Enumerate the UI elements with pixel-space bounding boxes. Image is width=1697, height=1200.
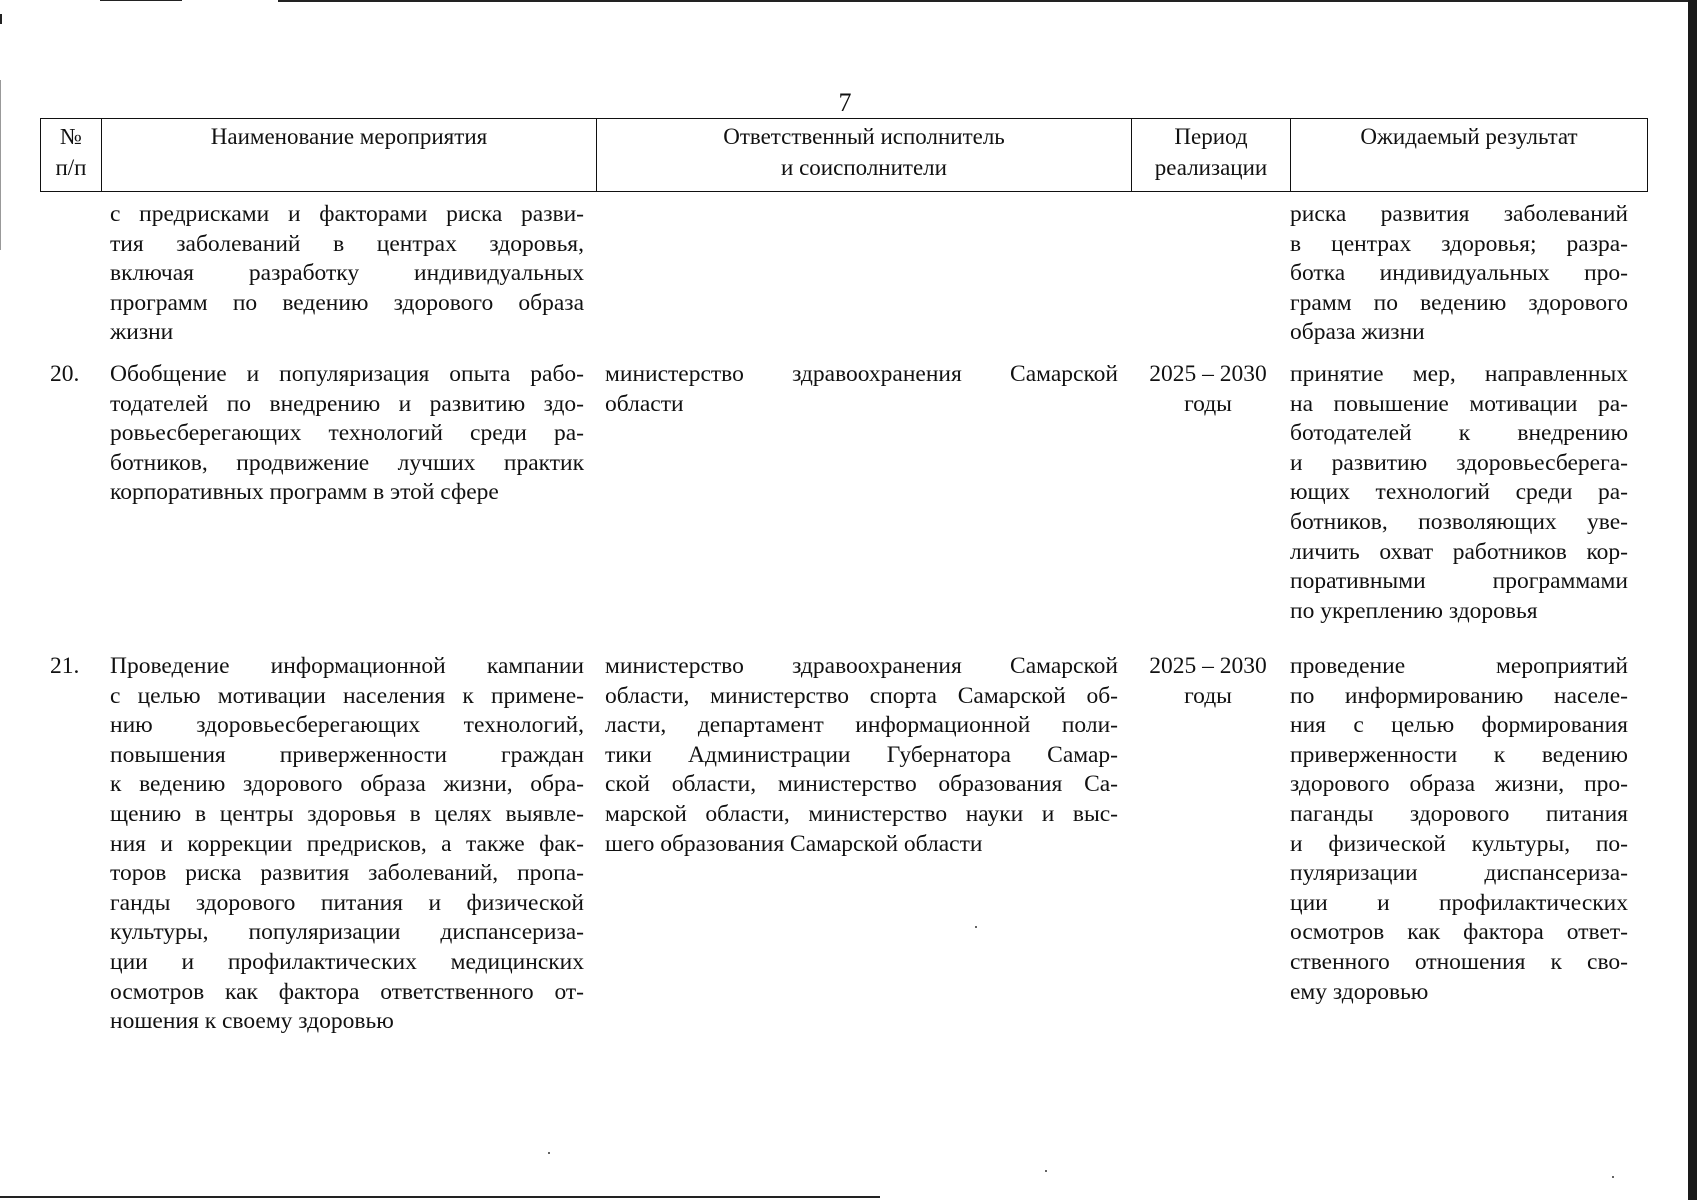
expected-result-cell — [1290, 360, 1628, 626]
scan-top-rule-left — [100, 0, 182, 1]
expected-result-cell — [1290, 652, 1628, 1007]
event-name-line: повышения приверженности граждан — [110, 741, 584, 768]
event-name-line: тия заболеваний в центрах здоровья, — [110, 230, 584, 257]
event-name-cell — [110, 652, 584, 1037]
event-name-line: ботников, продвижение лучших практик — [110, 449, 584, 476]
implementation-period-cell — [1138, 360, 1278, 419]
header-period-line: Период — [1174, 124, 1248, 149]
event-name-line: осмотров как фактора ответственного от- — [110, 978, 584, 1005]
table-header — [40, 118, 1648, 192]
event-name-line: жизни — [110, 319, 174, 346]
expected-result-line: образа жизни — [1290, 319, 1425, 346]
header-period — [1132, 119, 1291, 192]
expected-result-line: на повышение мотивации ра- — [1290, 390, 1628, 417]
scan-top-rule-right — [278, 0, 1697, 2]
responsible-executor-line: области — [605, 390, 684, 417]
expected-result-line: поративными программами — [1290, 568, 1628, 595]
responsible-executor-line: шего образования Самарской области — [605, 830, 983, 857]
expected-result-line: и физической культуры, по- — [1290, 830, 1628, 857]
responsible-executor-line: министерство здравоохранения Самарской — [605, 361, 1118, 387]
responsible-executor-cell — [605, 652, 1118, 859]
event-name-line: тодателей по внедрению и развитию здо- — [110, 390, 584, 417]
scan-speck — [1612, 1176, 1614, 1178]
responsible-executor-line: области, министерство спорта Самарской об- — [605, 682, 1118, 709]
responsible-executor-line: марской области, министерство науки и выс- — [605, 800, 1118, 827]
expected-result-line: ственного отношения к сво- — [1290, 948, 1628, 975]
event-name-line: ношения к своему здоровью — [110, 1008, 394, 1035]
header-responsible-line: и соисполнители — [781, 155, 947, 180]
header-num-line: п/п — [55, 155, 87, 180]
expected-result-line: ющих технологий среди ра- — [1290, 479, 1628, 506]
event-name-line: Проведение информационной кампании — [110, 653, 584, 679]
expected-result-line: паганды здорового питания — [1290, 800, 1628, 827]
event-name-line: ции и профилактических медицинских — [110, 948, 584, 975]
expected-result-line: и развитию здоровьесберега- — [1290, 449, 1628, 476]
scan-right-edge — [1688, 0, 1697, 1200]
header-period-line: реализации — [1154, 155, 1268, 180]
scan-left-mark — [0, 14, 2, 24]
expected-result-line: грамм по ведению здорового — [1290, 289, 1628, 316]
expected-result-line: принятие мер, направленных — [1290, 361, 1628, 387]
event-name-line: корпоративных программ в этой сфере — [110, 479, 499, 506]
expected-result-line: здорового образа жизни, про- — [1290, 771, 1628, 798]
event-name-cell — [110, 360, 584, 508]
expected-result-line: ния с целью формирования — [1290, 712, 1628, 739]
implementation-period-line: годы — [1184, 682, 1232, 709]
row-number-cell — [50, 652, 92, 682]
event-name-line: торов риска развития заболеваний, пропа- — [110, 860, 584, 887]
event-name-cell — [110, 200, 584, 348]
expected-result-line: по укреплению здоровья — [1290, 597, 1538, 624]
scan-bottom-rule — [0, 1196, 880, 1198]
expected-result-line: ции и профилактических — [1290, 889, 1628, 916]
event-name-line: щению в центры здоровья в целях выявле- — [110, 800, 584, 827]
event-name-line: ганды здорового питания и физической — [110, 889, 584, 916]
expected-result-line: пуляризации диспансериза- — [1290, 860, 1628, 887]
header-num — [41, 119, 102, 192]
row-number-line: 20. — [50, 361, 80, 387]
expected-result-line: ботодателей к внедрению — [1290, 420, 1628, 447]
expected-result-cell — [1290, 200, 1628, 348]
expected-result-line: риска развития заболеваний — [1290, 201, 1628, 227]
expected-result-line: приверженности к ведению — [1290, 741, 1628, 768]
event-name-line: к ведению здорового образа жизни, обра- — [110, 771, 584, 798]
scan-speck — [548, 1152, 550, 1154]
expected-result-line: ботка индивидуальных про- — [1290, 260, 1628, 287]
header-responsible — [597, 119, 1132, 192]
responsible-executor-line: ской области, министерство образования Са- — [605, 771, 1118, 798]
header-name: Наименование мероприятия — [102, 119, 597, 192]
scan-speck — [975, 926, 977, 928]
implementation-period-line: годы — [1184, 390, 1232, 417]
event-name-line: с целью мотивации населения к примене- — [110, 682, 584, 709]
responsible-executor-line: тики Администрации Губернатора Самар- — [605, 741, 1118, 768]
row-number-cell — [50, 360, 92, 390]
header-num-line: № — [60, 124, 82, 149]
expected-result-line: по информированию населе- — [1290, 682, 1628, 709]
event-name-line: программ по ведению здорового образа — [110, 289, 584, 316]
implementation-period-line: 2025 – 2030 — [1149, 361, 1267, 387]
event-name-line: нию здоровьесберегающих технологий, — [110, 712, 584, 739]
header-result: Ожидаемый результат — [1291, 119, 1648, 192]
expected-result-line: проведение мероприятий — [1290, 653, 1628, 679]
event-name-line: включая разработку индивидуальных — [110, 260, 584, 287]
implementation-period-cell — [1138, 652, 1278, 711]
expected-result-line: личить охват работников кор- — [1290, 538, 1628, 565]
event-name-line: с предрисками и факторами риска разви- — [110, 201, 584, 227]
scan-left-edge — [0, 80, 1, 250]
page-number: 7 — [838, 88, 852, 117]
implementation-period-line: 2025 – 2030 — [1149, 653, 1267, 679]
expected-result-line: ботников, позволяющих уве- — [1290, 508, 1628, 535]
responsible-executor-line: министерство здравоохранения Самарской — [605, 653, 1118, 679]
responsible-executor-cell — [605, 360, 1118, 419]
expected-result-line: осмотров как фактора ответ- — [1290, 919, 1628, 946]
event-name-line: культуры, популяризации диспансериза- — [110, 919, 584, 946]
event-name-line: Обобщение и популяризация опыта рабо- — [110, 361, 584, 387]
row-number-line: 21. — [50, 653, 80, 679]
scan-speck — [1045, 1170, 1047, 1172]
event-name-line: ровьесберегающих технологий среди ра- — [110, 420, 584, 447]
responsible-executor-line: ласти, департамент информационной поли- — [605, 712, 1118, 739]
expected-result-line: ему здоровью — [1290, 978, 1429, 1005]
header-responsible-line: Ответственный исполнитель — [723, 124, 1005, 149]
event-name-line: ния и коррекции предрисков, а также фак- — [110, 830, 584, 857]
expected-result-line: в центрах здоровья; разра- — [1290, 230, 1628, 257]
